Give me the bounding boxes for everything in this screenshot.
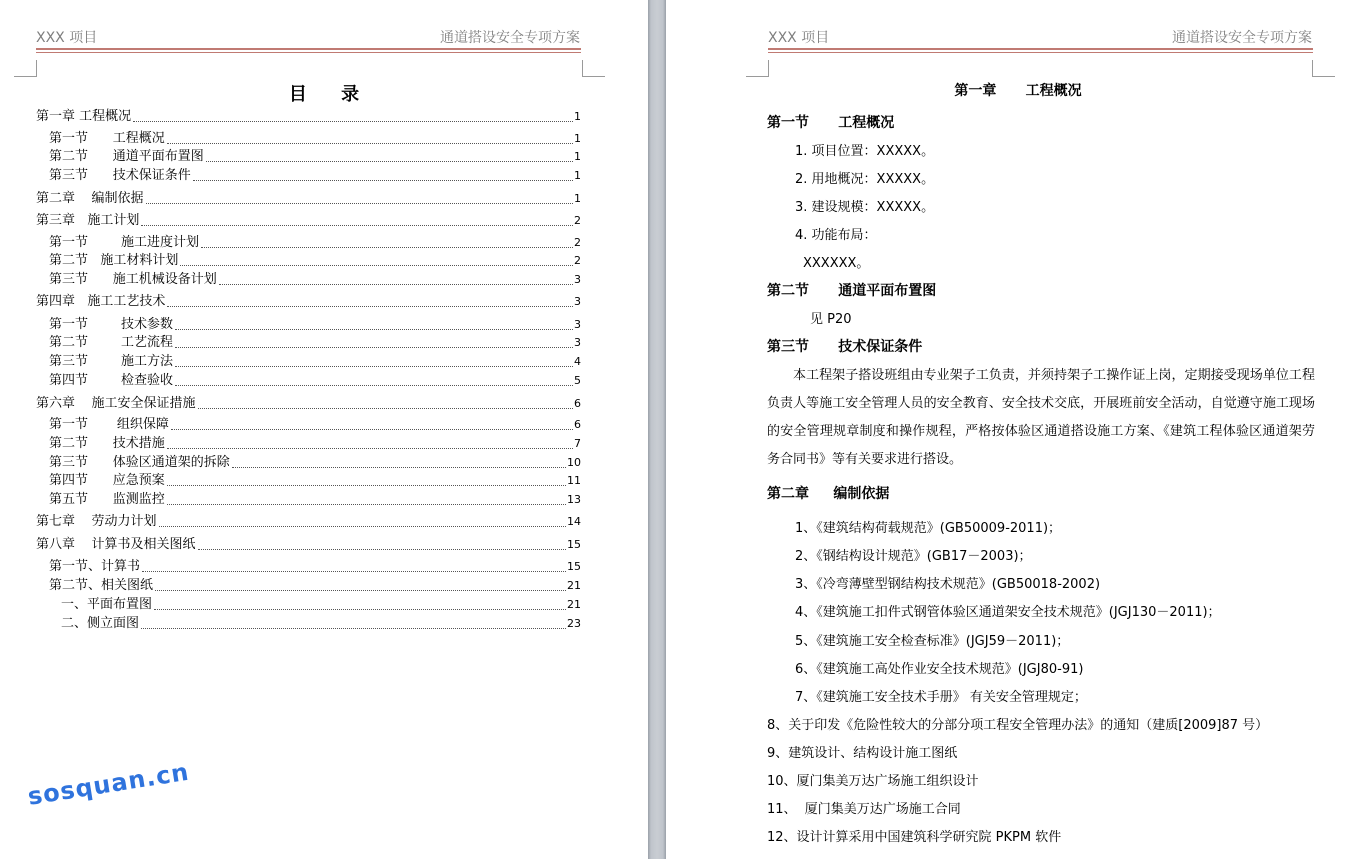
basis-item: 6、《建筑施工高处作业安全技术规范》(JGJ80-91) xyxy=(795,662,1084,677)
toc-entry[interactable] xyxy=(36,513,581,530)
toc-entry[interactable] xyxy=(36,190,581,207)
toc-page-number: 14 xyxy=(567,515,581,528)
header-doc-title: 通道搭设安全专项方案 xyxy=(440,30,580,46)
basis-item: 8、关于印发《危险性较大的分部分项工程安全管理办法》的通知（建质[2009]87 号） xyxy=(767,718,1269,733)
toc-entry-text: 第二节 施工材料计划 xyxy=(49,253,179,268)
toc-page-number: 6 xyxy=(574,418,581,431)
toc-leader-dots xyxy=(175,385,573,386)
basis-item: 2、《钢结构设计规范》(GB17－2003)； xyxy=(795,549,1032,564)
toc-entry[interactable] xyxy=(49,416,581,433)
toc-leader-dots xyxy=(206,161,573,162)
toc-page-number: 2 xyxy=(574,254,581,267)
toc-page-number: 21 xyxy=(567,579,581,592)
toc-entry-text: 第三章 施工计划 xyxy=(36,213,140,228)
toc-leader-dots xyxy=(198,408,573,409)
toc-leader-dots xyxy=(175,366,573,367)
toc-leader-dots xyxy=(167,448,573,449)
toc-page-number: 15 xyxy=(567,560,581,573)
toc-page-number: 2 xyxy=(574,214,581,227)
toc-entry[interactable] xyxy=(36,536,581,553)
toc-entry[interactable] xyxy=(49,252,581,269)
toc-page-number: 3 xyxy=(574,273,581,286)
toc-entry[interactable] xyxy=(61,596,581,613)
toc-entry[interactable] xyxy=(61,615,581,632)
toc-entry-text: 第四章 施工工艺技术 xyxy=(36,294,166,309)
toc-entry-text: 第三节 施工机械设备计划 xyxy=(49,272,217,287)
toc-page-number: 6 xyxy=(574,397,581,410)
toc-page-number: 2 xyxy=(574,236,581,249)
toc-entry[interactable] xyxy=(49,167,581,184)
toc-entry-text: 第二节 技术措施 xyxy=(49,436,165,451)
toc-entry-text: 第一节 工程概况 xyxy=(49,131,165,146)
toc-entry-text: 第一节 组织保障 xyxy=(49,417,169,432)
toc-page-number: 10 xyxy=(567,456,581,469)
toc-leader-dots xyxy=(193,180,573,181)
item-layout-value: XXXXXX。 xyxy=(803,256,870,271)
basis-item: 10、厦门集美万达广场施工组织设计 xyxy=(767,774,979,789)
crop-mark-left-right xyxy=(746,60,769,77)
toc-entry[interactable] xyxy=(49,234,581,251)
toc-entry-text: 第一节、计算书 xyxy=(49,559,141,574)
toc-page xyxy=(0,0,648,859)
basis-item: 11、 厦门集美万达广场施工合同 xyxy=(767,802,961,817)
toc-leader-dots xyxy=(155,590,566,591)
toc-leader-dots xyxy=(171,429,573,430)
toc-page-number: 3 xyxy=(574,295,581,308)
section3-heading: 第三节 技术保证条件 xyxy=(767,339,923,355)
toc-entry-text: 第二节 通道平面布置图 xyxy=(49,149,204,164)
toc-page-number: 23 xyxy=(567,617,581,630)
item-land: 2. 用地概况：XXXXX。 xyxy=(795,172,935,187)
toc-entry-text: 第五节 监测监控 xyxy=(49,492,165,507)
toc-page-number: 4 xyxy=(574,355,581,368)
section3-paragraph: 本工程架子搭设班组由专业架子工负责，并须持架子工操作证上岗，定期接受现场单位工程负责人等施工安全管理人员的安全教育、安全技术交底，开展班前安全活动，自觉遵守施工现场的安全管理规章制度和操作规程，严格按体验区通道搭设施工方案、《建筑工程体验区通道架劳务合同书》等有关要求进行搭设。 xyxy=(767,368,1315,467)
page-gutter xyxy=(648,0,666,859)
header-project-name-right: XXX 项目 xyxy=(768,30,830,46)
chapter1-title: 第一章 工程概况 xyxy=(954,83,1082,99)
toc-entry-text: 第二节、相关图纸 xyxy=(49,578,154,593)
toc-title: 目 录 xyxy=(288,84,374,105)
toc-leader-dots xyxy=(141,225,573,226)
basis-item: 3、《冷弯薄壁型钢结构技术规范》(GB50018-2002) xyxy=(795,577,1101,592)
toc-entry-text: 第三节 体验区通道架的拆除 xyxy=(49,455,230,470)
toc-entry[interactable] xyxy=(49,271,581,288)
toc-leader-dots xyxy=(141,628,566,629)
basis-item: 12、设计计算采用中国建筑科学研究院 PKPM 软件 xyxy=(767,830,1062,845)
header-rule-thin-right xyxy=(768,52,1313,53)
toc-leader-dots xyxy=(154,609,566,610)
toc-leader-dots xyxy=(198,549,566,550)
toc-leader-dots xyxy=(232,467,566,468)
toc-entry-text: 第二节 工艺流程 xyxy=(49,335,174,350)
toc-leader-dots xyxy=(167,504,566,505)
toc-page-number: 1 xyxy=(574,150,581,163)
toc-entry[interactable] xyxy=(49,316,581,333)
toc-page-number: 3 xyxy=(574,336,581,349)
toc-leader-dots xyxy=(146,203,573,204)
item-scale: 3. 建设规模：XXXXX。 xyxy=(795,200,935,215)
toc-entry-text: 第一节 技术参数 xyxy=(49,317,174,332)
toc-leader-dots xyxy=(142,571,566,572)
basis-item: 1、《建筑结构荷载规范》(GB50009-2011)； xyxy=(795,521,1062,536)
basis-item: 9、建筑设计、结构设计施工图纸 xyxy=(767,746,958,761)
toc-entry-text: 第四节 应急预案 xyxy=(49,473,165,488)
toc-entry[interactable] xyxy=(36,395,581,412)
toc-entry-text: 第四节 检查验收 xyxy=(49,373,174,388)
toc-entry-text: 第八章 计算书及相关图纸 xyxy=(36,537,196,552)
toc-page-number: 1 xyxy=(574,132,581,145)
toc-entry[interactable] xyxy=(49,491,581,508)
section2-body: 见 P20 xyxy=(810,312,852,327)
toc-entry-text: 一、平面布置图 xyxy=(61,597,153,612)
basis-item: 4、《建筑施工扣件式钢管体验区通道架安全技术规范》(JGJ130－2011)； xyxy=(795,605,1221,620)
toc-entry-text: 第二章 编制依据 xyxy=(36,191,144,206)
toc-entry[interactable] xyxy=(49,372,581,389)
toc-entry[interactable] xyxy=(49,472,581,489)
toc-leader-dots xyxy=(133,121,573,122)
toc-entry-text: 第六章 施工安全保证措施 xyxy=(36,396,196,411)
crop-mark-right-right xyxy=(1312,60,1335,77)
toc-entry[interactable] xyxy=(36,212,581,229)
toc-list xyxy=(0,0,648,859)
toc-leader-dots xyxy=(175,329,573,330)
toc-page-number: 3 xyxy=(574,318,581,331)
toc-entry[interactable] xyxy=(49,454,581,471)
toc-entry[interactable] xyxy=(49,435,581,452)
section2-heading: 第二节 通道平面布置图 xyxy=(767,283,937,299)
toc-entry-text: 第三节 技术保证条件 xyxy=(49,168,191,183)
watermark: sosquan.cn xyxy=(25,757,192,811)
toc-page-number: 11 xyxy=(567,474,581,487)
toc-page-number: 1 xyxy=(574,110,581,123)
header-doc-title-right: 通道搭设安全专项方案 xyxy=(1172,30,1312,46)
chapter2-heading: 第二章 编制依据 xyxy=(767,486,890,502)
toc-entry-text: 二、侧立面图 xyxy=(61,616,140,631)
section1-heading: 第一节 工程概况 xyxy=(767,115,895,131)
toc-leader-dots xyxy=(219,284,573,285)
toc-page-number: 21 xyxy=(567,598,581,611)
toc-leader-dots xyxy=(167,306,573,307)
toc-leader-dots xyxy=(167,143,573,144)
header-rule-right xyxy=(768,48,1313,50)
toc-page-number: 7 xyxy=(574,437,581,450)
toc-entry[interactable] xyxy=(49,334,581,351)
toc-page-number: 15 xyxy=(567,538,581,551)
toc-entry-text: 第七章 劳动力计划 xyxy=(36,514,157,529)
basis-item: 5、《建筑施工安全检查标准》(JGJ59－2011)； xyxy=(795,634,1070,649)
toc-page-number: 1 xyxy=(574,192,581,205)
toc-leader-dots xyxy=(201,247,573,248)
toc-page-number: 13 xyxy=(567,493,581,506)
basis-item: 7、《建筑施工安全技术手册》 有关安全管理规定； xyxy=(795,690,1087,705)
toc-entry-text: 第一节 施工进度计划 xyxy=(49,235,200,250)
toc-page-number: 5 xyxy=(574,374,581,387)
toc-page-number: 1 xyxy=(574,169,581,182)
item-layout: 4. 功能布局： xyxy=(795,228,877,243)
toc-entry[interactable] xyxy=(49,558,581,575)
header-project-name: XXX 项目 xyxy=(36,30,98,46)
toc-leader-dots xyxy=(167,485,566,486)
toc-leader-dots xyxy=(159,526,566,527)
toc-entry[interactable] xyxy=(36,108,581,125)
toc-entry[interactable] xyxy=(49,130,581,147)
toc-entry[interactable] xyxy=(49,148,581,165)
toc-leader-dots xyxy=(175,347,573,348)
toc-entry-text: 第三节 施工方法 xyxy=(49,354,174,369)
toc-entry[interactable] xyxy=(36,293,581,310)
item-location: 1. 项目位置：XXXXX。 xyxy=(795,144,935,159)
toc-entry[interactable] xyxy=(49,353,581,370)
toc-entry-text: 第一章 工程概况 xyxy=(36,109,132,124)
toc-entry[interactable] xyxy=(49,577,581,594)
toc-leader-dots xyxy=(180,265,573,266)
